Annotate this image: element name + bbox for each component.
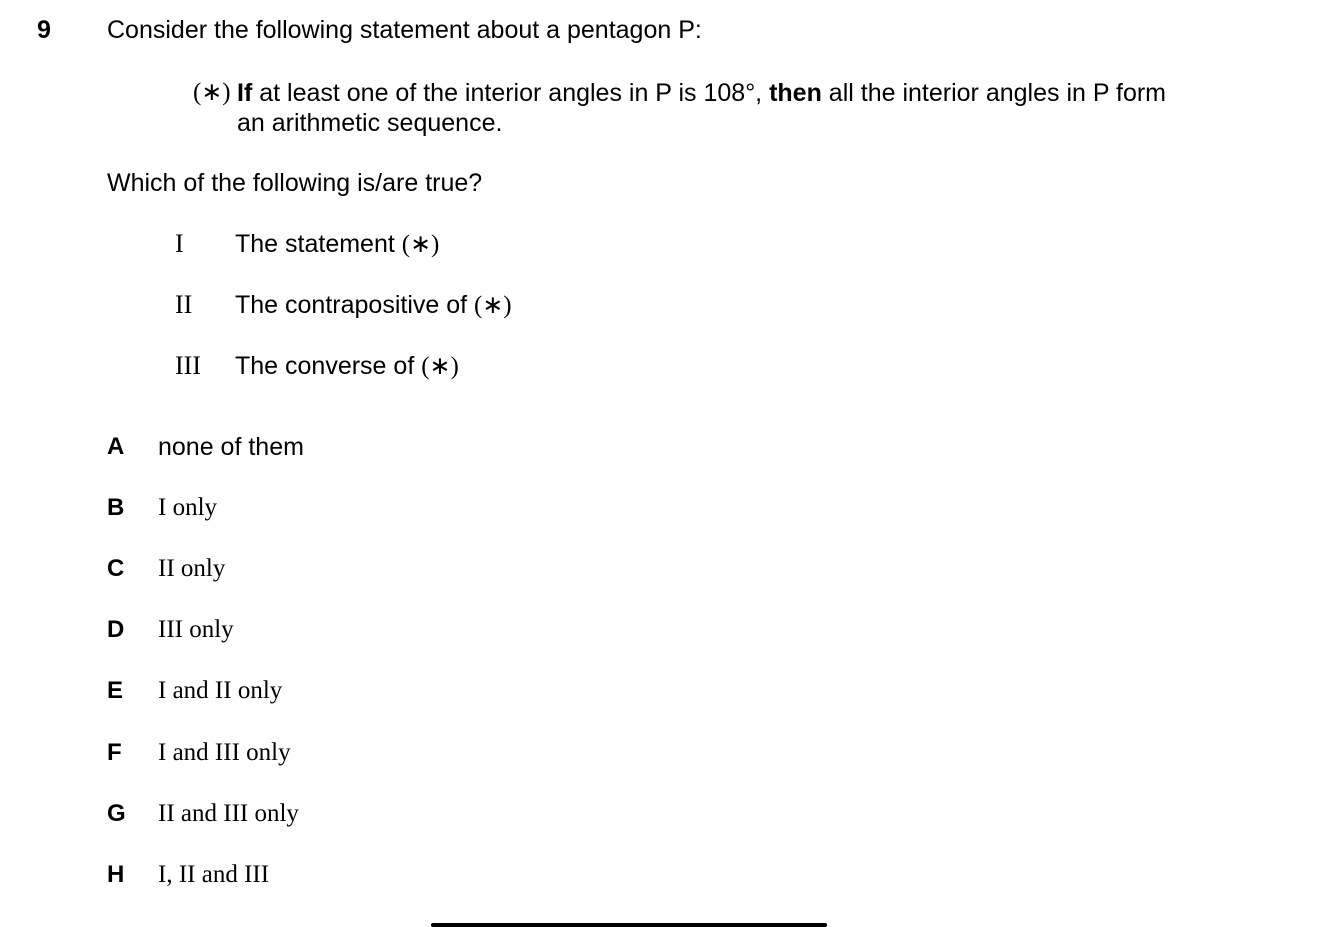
statement-text: [237, 78, 1193, 138]
option-letter: G: [107, 800, 126, 827]
option-letter: H: [107, 861, 125, 888]
option-text: I and III only: [158, 739, 291, 766]
statement-condition: at least one of the interior angles in P is 108°,: [252, 79, 770, 107]
roman-item-text: [235, 351, 459, 381]
roman-item-prefix: The contrapositive of: [235, 291, 475, 319]
statement-then-word: then: [769, 79, 822, 107]
option-text: I and II only: [158, 677, 283, 704]
option-text: none of them: [158, 433, 304, 461]
option-text: III only: [158, 616, 234, 643]
question-number: 9: [37, 16, 51, 44]
roman-item-prefix: The converse of: [235, 352, 422, 380]
option-text: I, II and III: [158, 861, 270, 888]
option-letter: C: [107, 555, 125, 582]
roman-numeral: II: [175, 290, 193, 319]
page-divider: [431, 923, 827, 927]
roman-item-marker: (∗): [421, 353, 459, 380]
option-text: II only: [158, 555, 226, 582]
option-letter: E: [107, 677, 124, 704]
question-stem: Consider the following statement about a pentagon P:: [107, 16, 702, 44]
question-prompt: Which of the following is/are true?: [107, 169, 483, 197]
roman-numeral: I: [175, 229, 184, 258]
statement-conclusion: all the interior angles in P form an arithmetic sequence.: [237, 79, 1167, 137]
roman-item-marker: (∗): [401, 231, 440, 258]
roman-numeral: III: [175, 351, 201, 380]
statement-marker: (∗): [193, 79, 231, 106]
statement-if-word: If: [237, 79, 253, 107]
option-text: II and III only: [158, 800, 299, 827]
option-letter: B: [107, 494, 125, 521]
option-letter: F: [107, 739, 122, 766]
option-letter: A: [107, 433, 125, 460]
roman-item-marker: (∗): [474, 292, 512, 319]
roman-item-text: [235, 290, 512, 320]
statement-block: [193, 78, 1193, 138]
roman-item-prefix: The statement: [235, 230, 402, 258]
option-letter: D: [107, 616, 125, 643]
option-text: I only: [158, 494, 218, 521]
roman-item-text: [235, 229, 439, 259]
